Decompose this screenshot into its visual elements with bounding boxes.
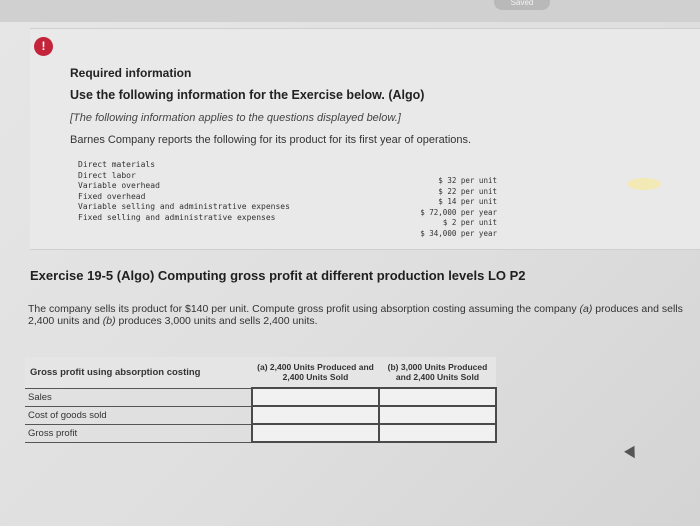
column-header-a: (a) 2,400 Units Produced and 2,400 Units Sold xyxy=(252,357,379,388)
info-note: [The following information applies to the questions displayed below.] xyxy=(70,112,401,124)
alert-icon: ! xyxy=(34,37,53,56)
cost-label: Direct labor xyxy=(78,170,136,180)
problem-text-part: produces 3,000 units and sells 2,400 units. xyxy=(115,315,318,327)
table-row xyxy=(25,406,496,424)
exercise-title: Exercise 19-5 (Algo) Computing gross profit at different production levels LO P2 xyxy=(30,268,526,283)
cost-label: Fixed selling and administrative expenses xyxy=(78,212,276,222)
sales-a-input[interactable] xyxy=(252,388,379,406)
cost-value: $ 32 per unit xyxy=(438,176,497,185)
problem-label-b: (b) xyxy=(102,315,116,327)
cost-labels xyxy=(78,160,290,223)
problem-label-a: (a) xyxy=(579,303,593,315)
table-row xyxy=(25,424,496,442)
screen-glare xyxy=(627,178,661,190)
problem-text-part: The company sells its product for $140 per unit. Compute gross profit using absorption costing assuming the company xyxy=(28,303,580,315)
column-header-b: (b) 3,000 Units Produced and 2,400 Units Sold xyxy=(379,357,496,388)
cost-value: $ 34,000 per year xyxy=(420,228,497,238)
cost-label: Variable selling and administrative expenses xyxy=(78,202,290,211)
cost-value: $ 22 per unit xyxy=(438,186,497,196)
cost-values xyxy=(380,176,497,239)
problem-text-part: produces and sells 2,400 units and xyxy=(28,303,683,327)
cost-label: Fixed overhead xyxy=(78,191,146,201)
cogs-b-input[interactable] xyxy=(379,406,496,424)
gross-profit-a-input[interactable] xyxy=(252,424,379,442)
table-row xyxy=(25,388,496,406)
company-description: Barnes Company reports the following for its product for its first year of operations. xyxy=(70,134,472,146)
cogs-a-input[interactable] xyxy=(252,406,379,424)
table-header-row xyxy=(25,357,496,388)
cost-label: Direct materials xyxy=(78,160,156,169)
row-label-sales: Sales xyxy=(25,388,252,406)
row-label-gross-profit: Gross profit xyxy=(25,424,252,442)
problem-statement xyxy=(28,303,693,327)
gross-profit-b-input[interactable] xyxy=(379,424,496,442)
saved-indicator: Saved xyxy=(494,0,550,10)
cost-label: Variable overhead xyxy=(78,181,160,190)
top-bar xyxy=(0,0,700,22)
cost-value: $ 2 per unit xyxy=(442,218,497,227)
sales-b-input[interactable] xyxy=(379,388,496,406)
table-title-header: Gross profit using absorption costing xyxy=(25,357,252,388)
row-label-cogs: Cost of goods sold xyxy=(25,406,252,424)
gross-profit-table xyxy=(25,357,497,443)
use-info-title: Use the following information for the Exercise below. (Algo) xyxy=(70,88,425,102)
mouse-cursor-icon xyxy=(624,446,640,462)
cost-value: $ 14 per unit xyxy=(438,197,497,206)
cost-value: $ 72,000 per year xyxy=(420,207,497,217)
required-info-title: Required information xyxy=(70,66,192,80)
